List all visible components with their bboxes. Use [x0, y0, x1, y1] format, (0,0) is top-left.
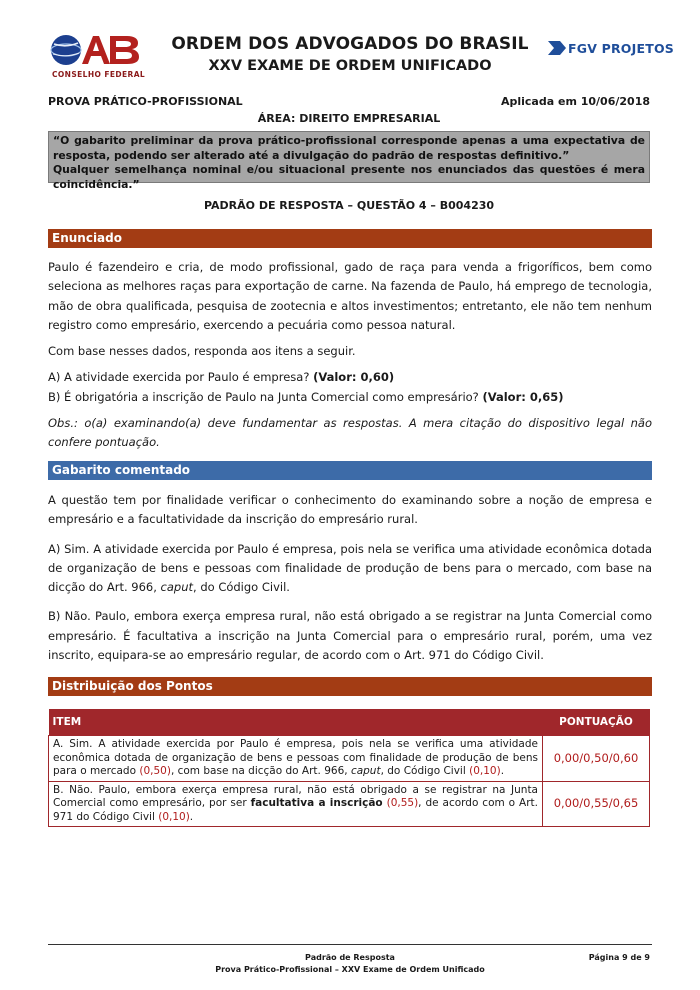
- answer-a-text: A) Sim. A atividade exercida por Paulo é empresa, pois nela se verifica uma atividade econômica dotada de organização de bens e pessoas com finalidade de produção de bens para o mercado, com base na dicção do Art. 966,: [48, 541, 652, 595]
- gabarito-heading: Gabarito comentado: [48, 461, 652, 480]
- question-title: PADRÃO DE RESPOSTA – QUESTÃO 4 – B004230: [203, 199, 495, 212]
- page-number: Página 9 de 9: [588, 953, 650, 962]
- item-a-value: (Valor: 0,60): [313, 370, 395, 385]
- footer-divider: [48, 944, 652, 945]
- enunciado-heading: Enunciado: [48, 229, 652, 248]
- item-b-value: (Valor: 0,65): [482, 389, 564, 404]
- item-a-text: A) A atividade exercida por Paulo é empresa?: [48, 370, 314, 385]
- col-item: ITEM: [49, 709, 543, 736]
- enunciado-item-b: [48, 388, 652, 407]
- disclaimer-box: [48, 131, 650, 191]
- disclaimer-line2: Qualquer semelhança nominal e/ou situacional presente nos enunciados das questões é mera coincidência.”: [53, 163, 645, 191]
- gabarito-answer-a: [48, 540, 652, 598]
- item-b-text: B) É obrigatória a inscrição de Paulo na Junta Comercial como empresário?: [48, 389, 483, 404]
- enunciado-item-a: [48, 368, 652, 387]
- enunciado-obs: Obs.: o(a) examinando(a) deve fundamentar as respostas. A mera citação do dispositivo legal não confere pontuação.: [48, 416, 652, 450]
- area: ÁREA: DIREITO EMPRESARIAL: [257, 112, 441, 125]
- applied-date: Aplicada em 10/06/2018: [500, 95, 650, 108]
- row-b-score: 0,00/0,55/0,65: [543, 781, 650, 827]
- logo-caption: CONSELHO FEDERAL: [52, 70, 146, 79]
- header-subtitle: XXV EXAME DE ORDEM UNIFICADO: [208, 58, 492, 74]
- answer-a-end: , do Código Civil.: [193, 580, 290, 595]
- oab-logo: [50, 30, 142, 70]
- row-a-score: 0,00/0,50/0,60: [543, 736, 650, 782]
- enunciado-body: [48, 258, 652, 453]
- points-table: [48, 709, 650, 827]
- globe-icon: [50, 30, 142, 70]
- enunciado-paragraph: Paulo é fazendeiro e cria, de modo profissional, gado de raça para venda a frigoríficos, bem como seleciona as melhores raças para exportação de carne. Na fazenda de Paulo, há emprego de tecnologia, mão de obra qualificada, pesquisa de zootecnia e altos investimentos; entretanto, ele não tem nenhum registro como empresário, exercendo a pecuária como pessoa natural.: [48, 260, 652, 332]
- gabarito-body: [48, 491, 652, 665]
- header-title: ORDEM DOS ADVOGADOS DO BRASIL: [171, 34, 529, 54]
- distribuicao-heading: Distribuição dos Pontos: [48, 677, 652, 696]
- row-a-item: A. Sim. A atividade exercida por Paulo é empresa, pois nela se verifica uma atividade econômica dotada de organização de bens e pessoas com finalidade de produção de bens para o mercado (0,50), com base na dicção do Art. 966, caput, do Código Civil (0,10).: [49, 736, 543, 782]
- disclaimer-line1: “O gabarito preliminar da prova prático-profissional corresponde apenas a uma expectativa de resposta, podendo ser alterado até a divulgação do padrão de respostas definitivo.”: [53, 134, 645, 162]
- fgv-arrow-icon: [548, 41, 566, 55]
- table-row: [49, 736, 650, 782]
- table-row: [49, 781, 650, 827]
- points-table-header: [49, 709, 650, 736]
- enunciado-instruction: Com base nesses dados, responda aos itens a seguir.: [48, 344, 356, 359]
- footer-line1: Padrão de Resposta: [305, 953, 395, 962]
- answer-a-caput: caput: [160, 580, 194, 595]
- gabarito-intro: A questão tem por finalidade verificar o conhecimento do examinando sobre a noção de empresa e empresário e a facultatividade da inscrição do empresário rural.: [48, 493, 652, 527]
- exam-type: PROVA PRÁTICO-PROFISSIONAL: [48, 95, 243, 108]
- col-score: PONTUAÇÃO: [543, 709, 650, 736]
- fgv-logo-text: FGV PROJETOS: [568, 41, 674, 56]
- fgv-logo: [548, 36, 676, 60]
- row-b-item: B. Não. Paulo, embora exerça empresa rural, não está obrigado a se registrar na Junta Comercial como empresário, por ser facultativa a inscrição (0,55), de acordo com o Art. 971 do Código Civil (0,10).: [49, 781, 543, 827]
- gabarito-answer-b: B) Não. Paulo, embora exerça empresa rural, não está obrigado a se registrar na Junta Comercial como empresário. É facultativa a inscrição na Junta Comercial para o empresário rural, porém, uma vez inscrito, equipara-se ao empresário regular, de acordo com o Art. 971 do Código Civil.: [48, 609, 652, 663]
- footer-line2: Prova Prático-Profissional – XXV Exame de Ordem Unificado: [215, 965, 485, 974]
